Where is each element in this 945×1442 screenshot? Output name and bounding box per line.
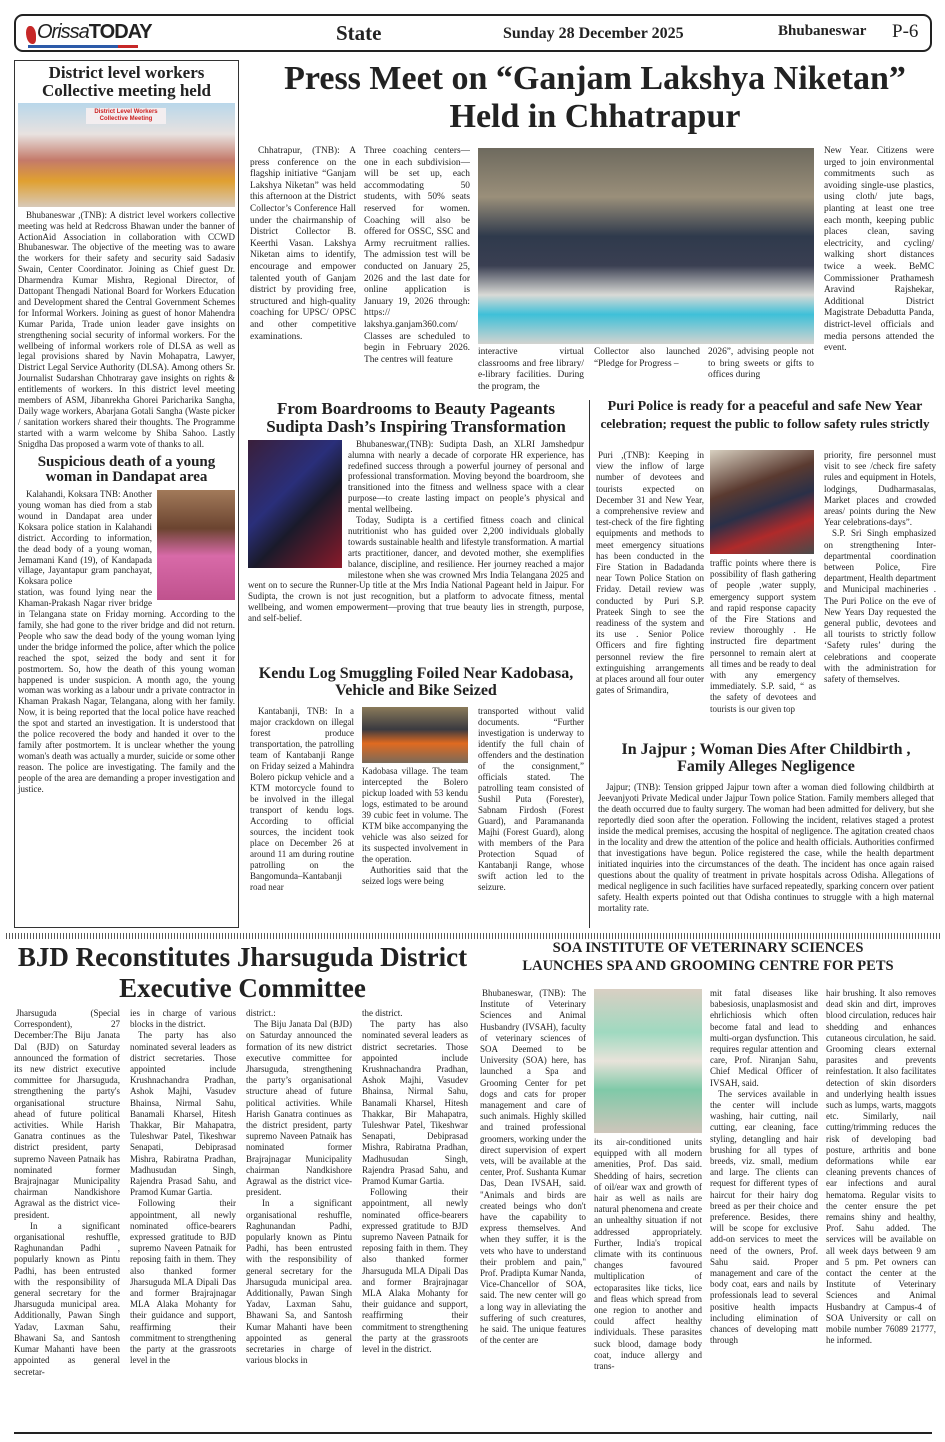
victim-photo [157, 490, 235, 600]
odisha-map-icon [26, 26, 36, 44]
bjd-col-3c: In a significant organisational reshuffle, Raghunandan Padhi, popularly known as Pintu Padhi, has been entrusted with the responsibility of general secretary for the Jharsuguda municipal area. Additionally, Pawan Singh Yadav, Laxman Sahu, Bhawani Sa, and Santosh Kumar Mahanti have been appointed as general secretaries in charge of various blocks in [246, 1198, 352, 1366]
bjd-col-2: ies in charge of various blocks in the district. [130, 1008, 236, 1030]
sudipta-headline-1: From Boardrooms to Beauty Pageants [277, 400, 555, 418]
logo-text-orissa: Orissa [37, 21, 89, 43]
puri-col-1: Puri ,(TNB): Keeping in view the inflow of large number of devotees and tourists expected on December 31 and New Year, a comprehensive review and test-check of the fire fighting equipments and methods to meet emergency situations has been conducted in the Fire Station in Badadanda near Town Police Station on Friday. Detail review was conducted by Puri S.P. Prateek Singh to see the readiness of the system and its use . Senior Police Officers and fire fighting personnel review the fire extinguishing arrangements at places around all four outer gates of Srimandira, [596, 450, 704, 696]
fire-equipment-photo [710, 450, 814, 554]
issue-date: Sunday 28 December 2025 [503, 25, 684, 42]
pet-grooming-collage-photo [594, 989, 702, 1133]
puri-col-3b: S.P. Sri Singh emphasized on strengthening Inter-departmental coordination between Police, Fire department, Health department and Municipal machineries . The Puri Police on the eve of New Years Day requested the general public, devotees and all tourists to strictly follow ‘Safety rules’ during the celebrations and cooperate with the administration for safety of themselves. [824, 528, 936, 685]
bjd-col-4c: Following their appointment, all newly nominated office-bearers expressed gratitude to BJD supremo Naveen Patnaik for reposing faith in them. They also thanked former Jharsuguda MLA Dipali Das and former Brajrajnagar MLA Alaka Mohanty for their guidance and support, reaffirming their commitment to strengthening the party at the grassroots level in the district. [362, 1187, 468, 1355]
ganjam-col-6: New Year. Citizens were urged to join environmental commitments such as avoiding single-use plastics, using cloth/ jute bags, planting at least one tree each month, keeping public places clean, saving electricity, and cycling/ walking short distances twice a week. BeMC Commissioner Prathamesh Aravind Rajshekar, Additional District Magistrate Debadutta Panda, district-level officials and media persons attended the event. [824, 146, 934, 354]
bjd-col-4b: The party has also nominated several leaders as district secretaries. Those appointed include Krushnachandra Pradhan, Ashok Majhi, Vasudev Bhainsa, Nirmal Sahu, Banamali Kharsel, Hitesh Thakkar, Bir Mahapatra, Tuleshwar Patel, Tikeshwar Senapati, Debiprasad Mishra, Rabiratna Pradhan, Madhusudan Singh, Rajendra Prasad Sahu, and Pramod Kumar Gartia. [362, 1019, 468, 1187]
bjd-col-1b: In a significant organisational reshuffle, Raghunandan Padhi , popularly known as Pintu Padhi, has been entrusted with the responsibility of general secretary for the Jharsuguda municipal area. Additionally, Pawan Singh Yadav, Laxman Sahu, Bhawani Sa, and Santosh Kumar Mahanti have been appointed as general secretar- [14, 1220, 120, 1377]
dandapat-headline: Suspicious death of a young woman in Dandapat area [37, 453, 216, 486]
puri-headline-2: celebration; request the public to follow safety rules strictly [600, 416, 930, 431]
jajpur-body: Jajpur; (TNB): Tension gripped Jajpur town after a woman died following childbirth at Jeevanjyoti Private Medical under Jajpur Town police Station. Family members alleged that the death occurred due to faulty surgery. The woman had been admitted for delivery, but she reportedly died soon after the operation. Following the incident, relatives staged a protest inside the medical premises, accusing the hospital of negligence. The agitation created chaos in the locality and drew the attention of the police and health officials. Authorities confirmed that investigations have begun. Police registered the case, while the health department initiated inquiries into the circumstances of the death. The incident has once again raised questions about the quality of treatment in private hospitals across Odisha. Allegations of medical negligence in such facilities have surfaced repeatedly, sparking concern over patient safety. Health experts pointed out that Odisha continues to struggle with a high maternal mortality rate. [598, 782, 934, 913]
sudipta-body: Today, Sudipta is a certified fitness coach and clinical nutritionist who has guided over 2,200 individuals globally towards sustainable health and lifestyle transformation. A martial arts practitioner, dancer, and devoted mother, she exemplifies balance, discipline, and resilience. Her journey reached a major milestone when she was crowned Mrs India Telangana 2025 and went on to secure the Runner-Up title at the Mrs India National Pageant held in Jaipur. For Sudipta, the crown is not just recognition, but a platform to advocate fitness, mental wellbeing, and women empowerment—proving that true beauty lies in strength, purpose, and self-belief. [248, 515, 584, 624]
seized-bike-photo [362, 707, 468, 763]
soa-col-2: its air-conditioned units equipped with all modern amenities, Prof. Das said. Shedding of hairs, secretion of oil/ear wax and growth of hair as well as nails are natural phenomena and create an unhealthy situation if not addressed appropriately. Further, India's tropical climate with its continuous changes favoured multiplication of ectoparasites like ticks, lice and fleas which spread from one region to another and could affect healthy individuals. These parasites suck blood, damage body coat, induce allergy and trans- [594, 1137, 702, 1372]
soa-col-4: hair brushing. It also removes dead skin and dirt, improves blood circulation, reduces hair shedding and enhances cutaneous circulation, he said. Grooming clears external parasites and prevents reinfestation. It also facilitates detection of skin disorders and underlying health issues such as lumps, warts, maggots etc. Similarly, nail cutting/trimming reduces the risk of developing bad posture, arthritis and bone deformations while ear cleaning prevents chances of ear infections and aural hematoma. Regular visits to the center ensure the pet remains shiny and healthy, Prof. Sahu added. The services will be available on all week days between 9 am and 5 pm. Pet owners can contact the center at the Institute of Veterinary Sciences and Animal Husbandry at Campus-4 of SOA University or call on mobile number 76089 21777, he informed. [826, 988, 936, 1346]
sudipta-crowning-photo [248, 440, 342, 568]
logo-underline [28, 45, 118, 48]
kendu-col-3: transported without valid documents. “Further investigation is underway to identify the full chain of offenders and the destination of the consignment,” officials stated. The patrolling team consisted of Sushil Puta (Forester), Sabnam Firdosh (Forest Guard), and Paramananda Majhi (Forest Guard), along with members of the Para Protection Squad of Kantabanji Range, whose swift action led to the seizure. [478, 706, 584, 892]
bjd-col-2c: Following their appointment, all newly nominated office-bearers expressed gratitude to BJD supremo Naveen Patnaik for reposing faith in them. They also thanked former Jharsuguda MLA Dipali Das and former Brajrajnagar MLA Alaka Mohanty for their guidance and support, reaffirming their commitment to strengthening the party at the grassroots level in the [130, 1198, 236, 1366]
logo-underline-accent [118, 45, 138, 48]
bottom-rule [14, 1432, 932, 1434]
bjd-col-1: Jharsuguda (Special Correspondent), 27 December:The Biju Janata Dal (BJD) on Saturday announced the formation of its new district executive committee for Jharsuguda, strengthening the party's organisational structure ahead of future political activities. While Harish Ganatra continues as the district president, party supremo Naveen Patnaik has nominated former Brajrajnagar Municipality chairman Nandkishore Agrawal as the district vice-president. [14, 1008, 120, 1220]
kendu-headline: Kendu Log Smuggling Foiled Near Kadobasa, Vehicle and Bike Seized [258, 665, 574, 699]
ganjam-col-2: Three coaching centers—one in each subdivision—will be set up, each accommodating 50 students, with 50% seats reserved for women. Coaching will also be offered for OSSC, SSC and Army recruitment rallies. The admission test will be conducted on January 25, 2026 and the last date for online application is January 19, 2026 through: https:// lakshya.ganjam360.com/ Classes are scheduled to begin in February 2026. The centres will feature [364, 146, 470, 365]
ganjam-col-3: interactive virtual classrooms and free library/ e-library facilities. During the program, the [478, 347, 584, 392]
sudipta-article [248, 400, 584, 662]
kendu-col-2b: Authorities said that the seized logs were being [362, 865, 468, 886]
press-meet-photo [478, 148, 814, 344]
column-divider [589, 400, 590, 928]
ganjam-col-4: Collector also launched “Pledge for Progress – [594, 347, 700, 369]
puri-col-2: traffic points where there is possibility of flash gathering of people ,water supply, emergency support system and rapid response capacity of the Fire Stations and review thoroughly . He instructed fire department personnel to remain alert at all times and be ready to deal with any emergency immediately. S.P. said, “ as the safety of devotees and tourists is our given top [710, 558, 816, 714]
edition-city: Bhubaneswar [778, 23, 867, 39]
soa-headline-1: SOA INSTITUTE OF VETERINARY SCIENCES [552, 940, 864, 956]
bjd-col-2b: The party has also nominated several leaders as district secretaries. Those appointed include Krushnachandra Pradhan, Ashok Majhi, Vasudev Bhainsa, Nirmal Sahu, Banamali Kharsel, Hitesh Thakkar, Bir Mahapatra, Tuleshwar Patel, Tikeshwar Senapati, Debiprasad Mishra, Rabiratna Pradhan, Madhusudan Singh, Rajendra Prasad Sahu, and Pramod Kumar Gartia. [130, 1030, 236, 1198]
logo[interactable] [26, 21, 152, 44]
soa-col-3: mit fatal diseases like babesiosis, unaplasmosist and ehrlichiosis which often become fatal and lead to multi-organ dysfunction. This requires regular attention and care, Prof. Niranjan Sahu, Chief Medical Officer of IVSAH, said. [710, 988, 818, 1088]
puri-headline-1: Puri Police is ready for a peaceful and safe New Year [607, 399, 923, 414]
dotted-divider [6, 933, 940, 939]
workers-meeting-photo [18, 103, 235, 207]
dandapat-body-intro: Kalahandi, Koksara TNB: Another young woman has died from a stab wound in Dandapat area under Koksara police station in Kalahandi district. According to information, the dead body of a young woman, Jemamani Kand (19), of Kandapada village, Jayantapur gram panchayat, Koksara police [18, 489, 152, 587]
sudipta-headline-2: Sudipta Dash’s Inspiring Transformation [266, 416, 566, 436]
ganjam-headline: Press Meet on “Ganjam Lakshya Niketan” Held in Chhatrapur [284, 60, 906, 135]
bjd-headline: BJD Reconstitutes Jharsuguda District Executive Committee [17, 942, 468, 1003]
soa-col-3b: The services available in the center will include washing, hair cutting, nail cutting, ear cleaning, face styling, detangling and hair brushing for all types of breeds, viz. small, medium and large. The clients can request for different types of haircut for their hairy dog breed as per their choice and preference. Besides, there will be scope for exclusive add-on services to meet the need of the owners, Prof. Sahu said. Proper management and care of the body coat, ears and nails by professionals lead to several positive health impacts including elimination of chances of developing matt through [710, 1088, 818, 1346]
workers-body: Bhubaneswar ,(TNB): A district level workers collective meeting was held at Redcross Bhawan under the banner of ActionAid Association in collaboration with CCWD Bhubaneswar. The objective of the meeting was to aware the workers for their safety and security said Sadasiv Swain, Center Coordinator. Joining as Chief guest Dr. Dharmendra Kumar Mishra, Regional Director, of Dattopant Thengadi National Board for Workers Education and Development shared the Central Government Schemes for Informal Workers. Joining as guest of honor Mahendra Kumar Parida, Trade union leader gave insights on strengthening social security of informal workers. For the wellbeing of informal workers role of DLSA as well as legal provisions shared by Navin Mohapatra, Lawyer, District Legal Service Authority (DLSA). Among others Sr. Journalist Sudarshan Chhotraray gave insights on rights & entitlements of workers. In this district level meeting members of ASM, Jibanrekha Ghorei Paricharika Sangha, Daily wage workers, Abarjana Gotali Sangha (Waste picker / sanitation workers shared their thoughts. The Programme started with a warm welcome by Shiba Sahoo. Lastly Snigdha Das proposed a warm vote of thanks to all. [18, 209, 235, 449]
masthead [14, 14, 932, 52]
kendu-col-1: Kantabanji, TNB: In a major crackdown on illegal forest produce transportation, the patrolling team of Kantabanji Range on Friday seized a Mahindra Bolero pickup vehicle and a KTM motorcycle found to be involved in the illegal transport of kendu logs. According to official sources, the incident took place on December 26 at around 11 am during routine patrolling on the Bangomunda–Kantabanji road near [250, 706, 354, 892]
soa-headline-2: LAUNCHES SPA AND GROOMING CENTRE FOR PETS [522, 958, 894, 974]
sudipta-body-intro: Bhubaneswar,(TNB): Sudipta Dash, an XLRI Jamshedpur alumna with nearly a decade of corporate HR experience, has redefined success through a powerful journey of personal and professional transformation. Moving beyond the boardroom, she transitioned into the fitness and wellness space with a clear purpose—to create lasting impact on people’s physical and mental wellbeing. [348, 438, 584, 515]
left-column-box [14, 60, 239, 928]
puri-col-3a: priority, fire personnel must visit to see /check fire safety rules and equipment in Hotels, lodgings, Dudharmasalas, Market places and crowded areas/ points during the New Year celebrations-days”. [824, 450, 936, 528]
dandapat-body: station, was found lying near the Khaman-Prakash Nagar river bridge in Telangana state on Friday morning. According to the family, she had gone to the river bridge and did not return. People who saw the dead body of the young woman lying under the bridge informed the police, after which the police reached the spot, seized the body and sent it for postmortem. So, how the death of this young woman happened is under suspicion. A month ago, the young woman was working as a labour undr a private contractor in Khaman Prakash Nagar, Telangana, along with her family. Now, it is being reported that the local police have reached the spot and started an investigation. It is understood that the police recovered the body and handed it over to the family after postmortem. It is unclear whether the young woman's death was actually a murder, suicide or some other reason. The police are investigating. The family and the people of the area are demanding a proper investigation and justice. [18, 587, 235, 794]
ganjam-col-1: Chhatrapur, (TNB): A press conference on the flagship initiative “Ganjam Lakshya Niketan” was held this afternoon at the District Collector’s Conference Hall under the chairmanship of District Collector B. Keerthi Vasan. Lakshya Niketan aims to identify, encourage and empower talented youth of Ganjam district by providing free, structured and high-quality coaching for UPSC/ OPSC and other competitive examinations. [250, 146, 356, 342]
bjd-col-3: district.: [246, 1008, 276, 1018]
banner-text: District Level Workers Collective Meeting [86, 108, 166, 124]
bjd-col-4: the district. [362, 1008, 403, 1018]
page-number: P-6 [892, 21, 919, 42]
kendu-col-2: Kadobasa village. The team intercepted the Bolero pickup loaded with 53 kendu logs, estimated to be around 39 cubic feet in volume. The KTM bike accompanying the vehicle was also seized for its suspected involvement in the operation. [362, 766, 468, 864]
workers-headline: District level workers Collective meeting held [41, 63, 211, 100]
bjd-col-3b: The Biju Janata Dal (BJD) on Saturday announced the formation of its new district executive committee for Jharsuguda, strengthening the party’s organisational structure ahead of future political activities. While Harish Ganatra continues as the district president, party supremo Naveen Patnaik has nominated former Brajrajnagar Municipality chairman Nandkishore Agrawal as the district vice-president. [246, 1019, 352, 1198]
soa-col-1: Bhubaneswar, (TNB): The Institute of Veterinary Sciences and Animal Husbandry (IVSAH), faculty of veterinary sciences of SOA Deemed to be University (SOA) here, has launched a Spa and Grooming Center for pet dogs and cats for proper management and care of such animals. Highly skilled and trained professional groomers, working under the direct supervision of expert vets, will be available at the center, Prof. Sushanta Kumar Das, Dean IVSAH, said. "Animals and birds are created beings who don't have the capability to express themselves. And when they suffer, it is the vets who have to understand their problem and pain," Prof. Pradipta Kumar Nanda, Vice-Chancellor of SOA, said. The new center will go a long way in alleviating the suffering of such creatures, he said. The unique features of the center are [480, 988, 586, 1346]
ganjam-col-5: 2026”, advising people not to bring sweets or gifts to offices during [708, 347, 814, 381]
logo-text-today: TODAY [88, 21, 152, 43]
section-title: State [336, 21, 382, 45]
jajpur-headline: In Jajpur ; Woman Dies After Childbirth , Family Alleges Negligence [621, 741, 911, 775]
